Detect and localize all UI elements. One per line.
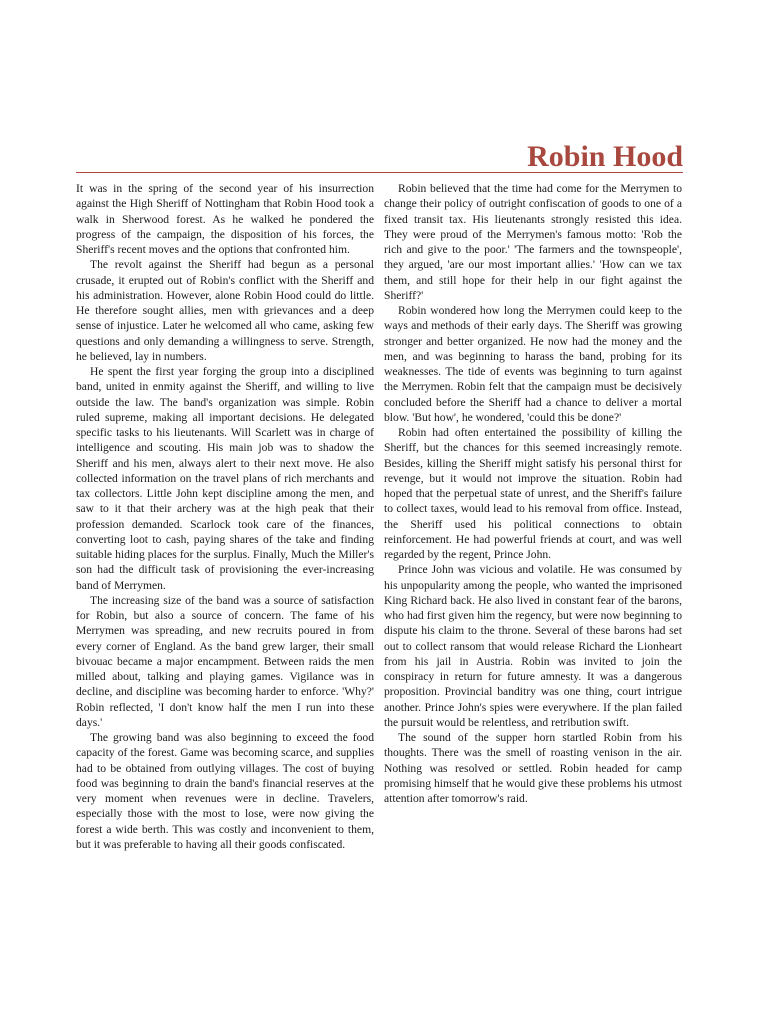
paragraph: It was in the spring of the second year of his insurrection against the High Sheriff of Nottingham that Robin Hood took a walk in Sherwood forest. As he walked he pondered the progress of the campaign, the disposition of his forces, the Sheriff's recent moves and the options that confronted him. xyxy=(76,182,374,256)
paragraph: Prince John was vicious and volatile. He was consumed by his unpopularity among the people, who wanted the imprisoned King Richard back. He also lived in constant fear of the barons, who had first given him the regency, but were now beginning to dispute his claim to the throne. Several of these barons had set out to collect ransom that would release Richard the Lionheart from his jail in Austria. Robin was invited to join the conspiracy in return for future amnesty. It was a dangerous proposition. Provincial banditry was one thing, court intrigue another. Prince John's spies were everywhere. If the plan failed the pursuit would be relentless, and retribution swift. xyxy=(384,563,682,729)
title-underline xyxy=(76,172,683,173)
text-column-left xyxy=(76,181,374,852)
paragraph: Robin believed that the time had come for the Merrymen to change their policy of outright confiscation of goods to one of a fixed transit tax. His lieutenants strongly resisted this idea. They were proud of the Merrymen's famous motto: 'Rob the rich and give to the poor.' 'The farmers and the townspeople', they argued, 'are our most important allies.' 'How can we tax them, and still hope for their help in our fight against the Sheriff?' xyxy=(384,182,682,302)
paragraph: The increasing size of the band was a source of satisfaction for Robin, but also a source of concern. The fame of his Merrymen was spreading, and new recruits poured in from every corner of England. As the band grew larger, their small bivouac became a major encampment. Between raids the men milled about, talking and playing games. Vigilance was in decline, and discipline was becoming harder to enforce. 'Why?' Robin reflected, 'I don't know half the men I run into these days.' xyxy=(76,593,374,729)
paragraph: Robin had often entertained the possibility of killing the Sheriff, but the chances for this seemed increasingly remote. Besides, killing the Sheriff might satisfy his personal thirst for revenge, but it would not improve the situation. Robin had hoped that the perpetual state of unrest, and the Sheriff's failure to collect taxes, would lead to his removal from office. Instead, the Sheriff used his political connections to obtain reinforcement. He had powerful friends at court, and was well regarded by the regent, Prince John. xyxy=(384,426,682,561)
paragraph: The revolt against the Sheriff had begun as a personal crusade, it erupted out of Robin's conflict with the Sheriff and his administration. However, alone Robin Hood could do little. He therefore sought allies, men with grievances and a deep sense of injustice. Later he welcomed all who came, asking few questions and only demanding a willingness to serve. Strength, he believed, lay in numbers. xyxy=(76,258,374,363)
paragraph: The growing band was also beginning to exceed the food capacity of the forest. Game was becoming scarce, and supplies had to be obtained from outlying villages. The cost of buying food was beginning to drain the band's financial reserves at the very moment when revenues were in decline. Travelers, especially those with the most to lose, were now giving the forest a wide berth. This was costly and inconvenient to them, but it was preferable to having all their goods confiscated. xyxy=(76,731,374,851)
paragraph: He spent the first year forging the group into a disciplined band, united in enmity against the Sheriff, and willing to live outside the law. The band's organization was simple. Robin ruled supreme, making all important decisions. He delegated specific tasks to his lieutenants. Will Scarlett was in charge of intelligence and scouting. His main job was to shadow the Sheriff and his men, always alert to their next move. He also collected information on the travel plans of rich merchants and tax collectors. Little John kept discipline among the men, and saw to it that their archery was at the high peak that their profession demanded. Scarlock took care of the finances, converting loot to cash, paying shares of the take and finding suitable hiding places for the surplus. Finally, Much the Miller's son had the difficult task of provisioning the ever-increasing band of Merrymen. xyxy=(76,365,374,592)
text-column-right xyxy=(384,181,682,806)
page-title: Robin Hood xyxy=(527,140,683,173)
paragraph: Robin wondered how long the Merrymen could keep to the ways and methods of their early days. The Sheriff was growing stronger and better organized. He now had the money and the men, and was beginning to harass the band, probing for its weaknesses. The tide of events was beginning to turn against the Merrymen. Robin felt that the campaign must be decisively concluded before the Sheriff had a chance to deliver a mortal blow. 'But how', he wondered, 'could this be done?' xyxy=(384,304,682,424)
paragraph: The sound of the supper horn startled Robin from his thoughts. There was the smell of roasting venison in the air. Nothing was resolved or settled. Robin headed for camp promising himself that he would give these problems his utmost attention after tomorrow's raid. xyxy=(384,731,682,805)
